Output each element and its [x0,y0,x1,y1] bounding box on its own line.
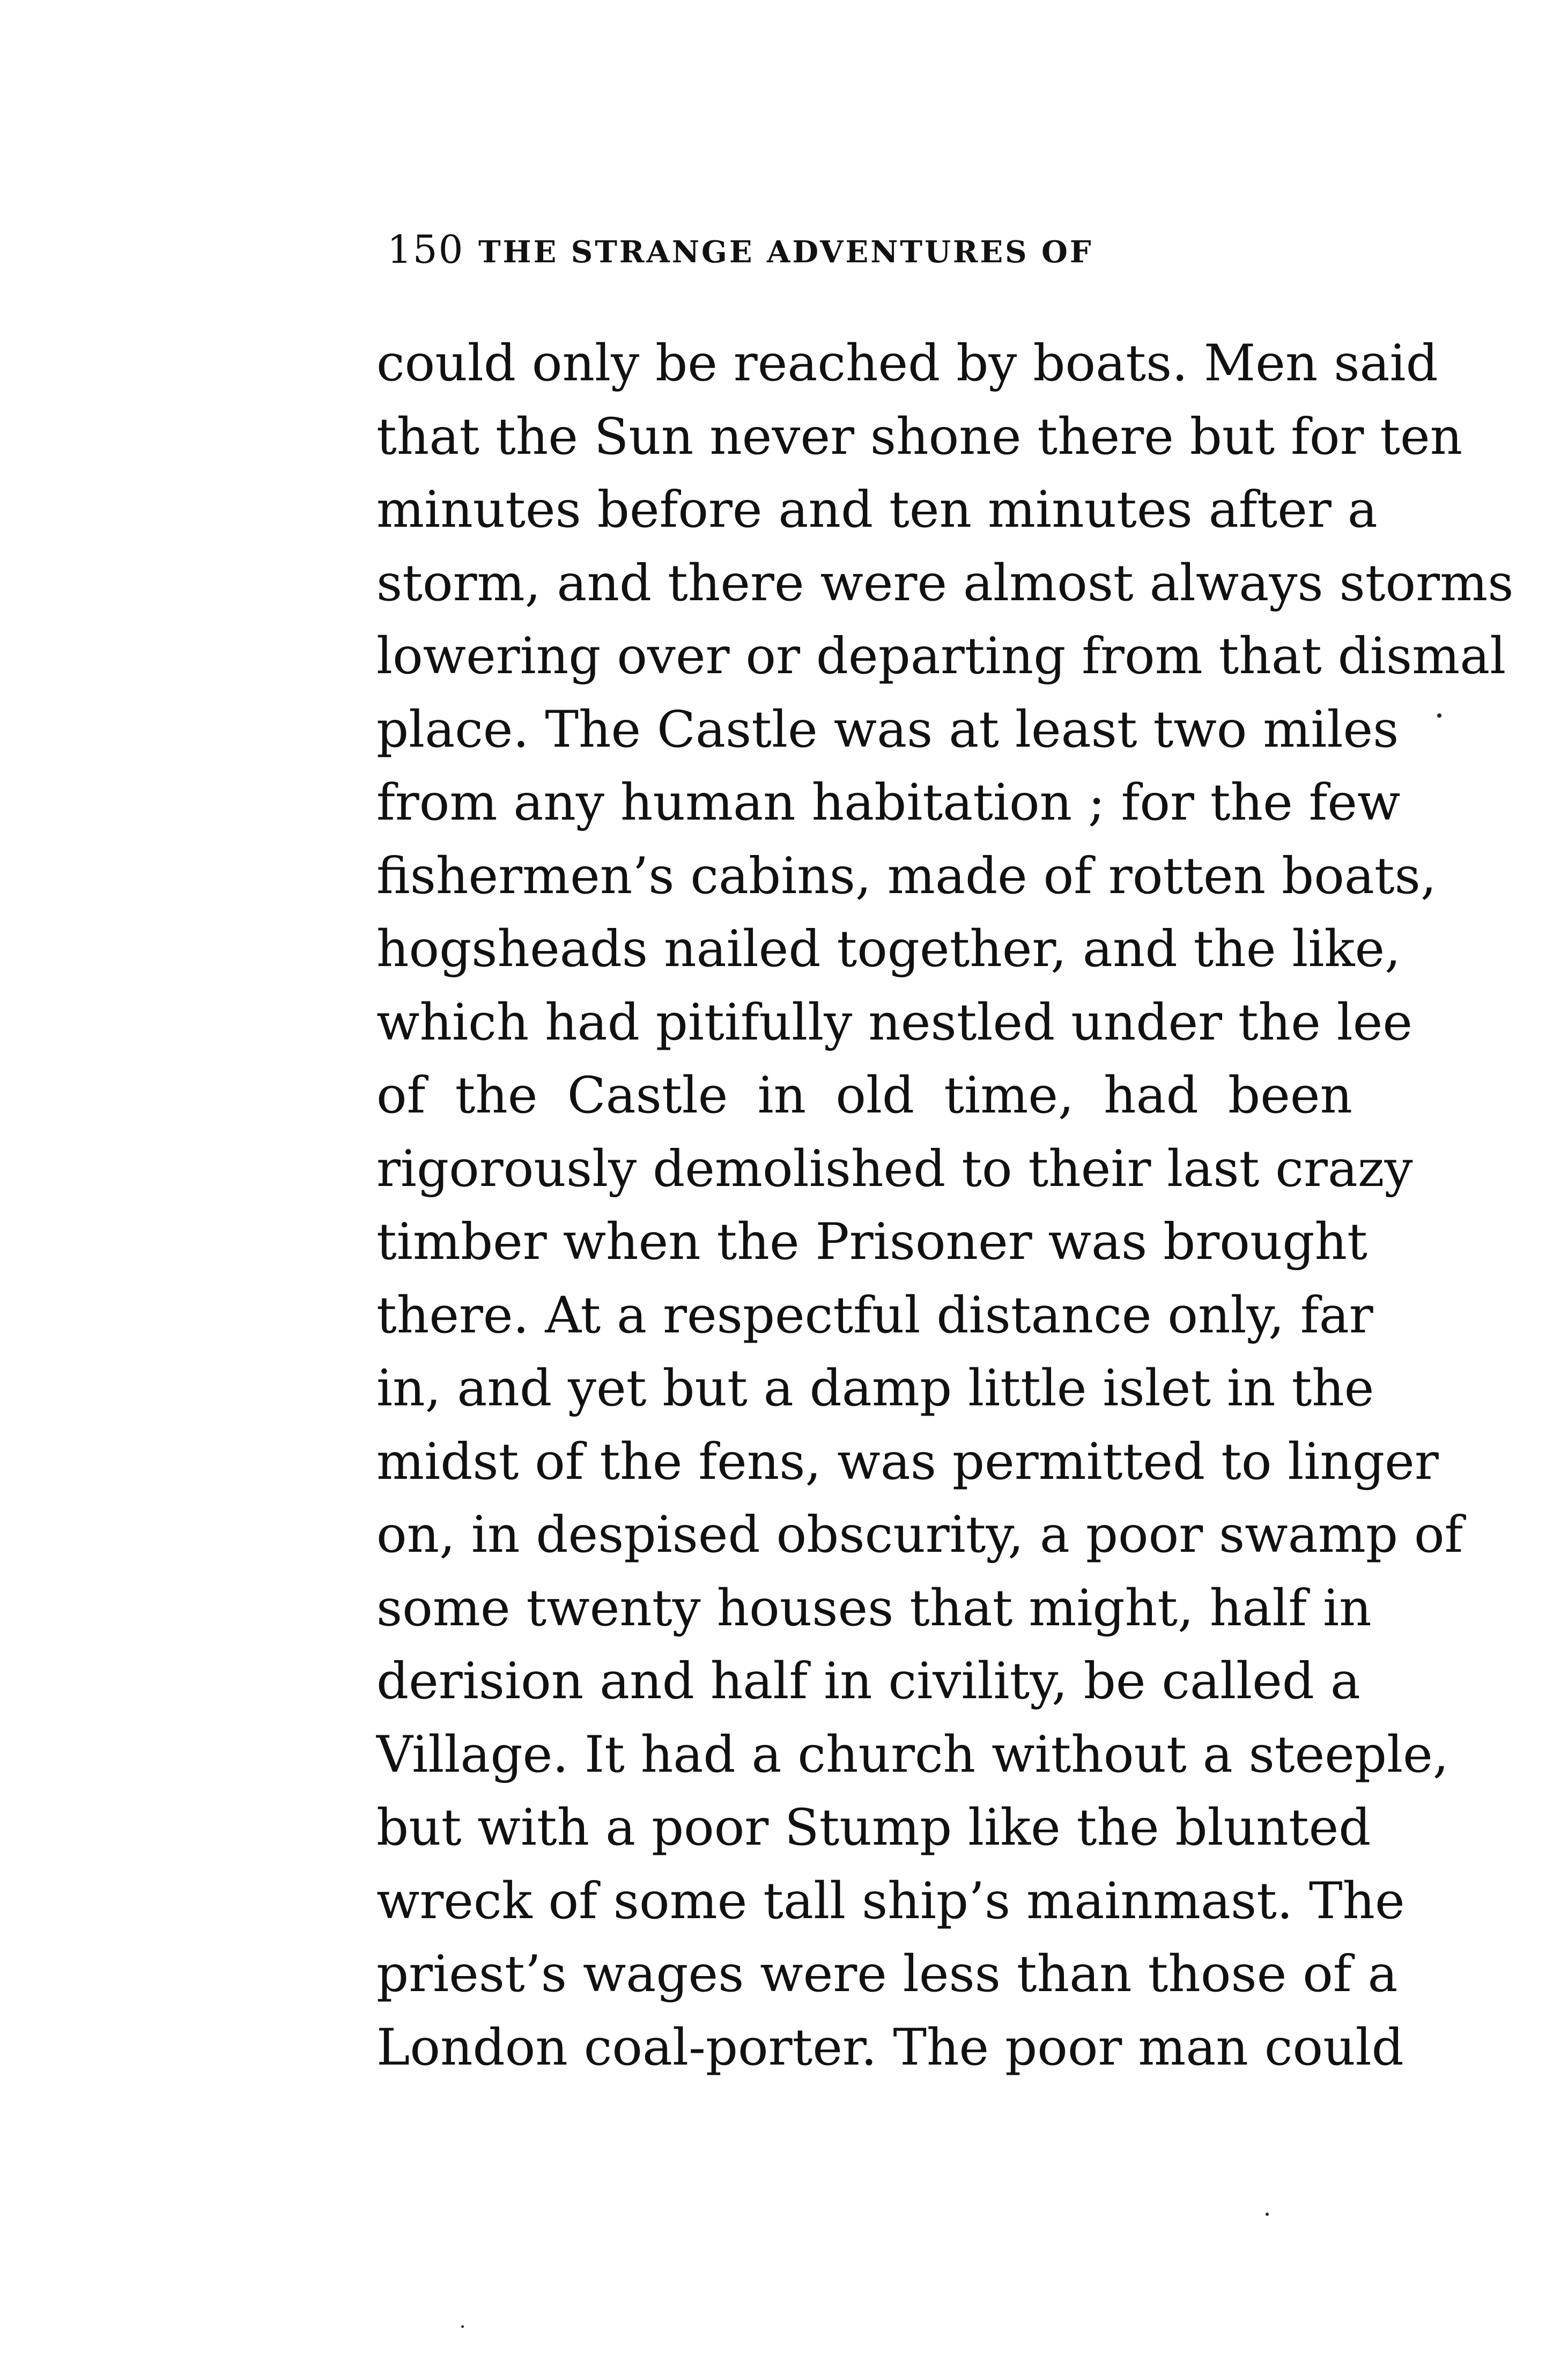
text-line: storm, and there were almost always storms [376,554,1514,613]
text-line: lowering over or departing from that dismal [376,627,1506,686]
text-line: place. The Castle was at least two miles [376,700,1399,759]
running-head: THE STRANGE ADVENTURES OF [478,234,1093,270]
text-line: minutes before and ten minutes after a [376,481,1378,539]
page-header [387,225,1352,274]
print-speck [461,2325,464,2328]
text-line: some twenty houses that might, half in [376,1579,1372,1638]
text-line: hogsheads nailed together, and the like, [376,920,1401,978]
text-line: which had pitifully nestled under the lee [376,993,1413,1052]
page-number: 150 [387,227,464,272]
text-line: that the Sun never shone there but for ten [376,407,1463,466]
text-line: timber when the Prisoner was brought [376,1213,1367,1271]
print-speck [1266,2213,1269,2216]
text-line: wreck of some tall ship’s mainmast. The [376,1871,1405,1930]
text-line: could only be reached by boats. Men said [376,334,1438,393]
text-line: London coal-porter. The poor man could [376,2018,1404,2077]
text-line: from any human habitation ; for the few [376,773,1401,832]
text-line: there. At a respectful distance only, far [376,1286,1373,1345]
text-line: midst of the fens, was permitted to linger [376,1432,1439,1491]
text-line: derision and half in civility, be called a [376,1652,1360,1711]
text-line: Village. It had a church without a steeple, [376,1725,1449,1784]
text-line: of the Castle in old time, had been [376,1066,1352,1125]
text-line: in, and yet but a damp little islet in the [376,1359,1374,1418]
text-line: fishermen’s cabins, made of rotten boats, [376,846,1437,905]
text-line: priest’s wages were less than those of a [376,1945,1398,2003]
text-line: rigorously demolished to their last crazy [376,1139,1413,1198]
text-line: but with a poor Stump like the blunted [376,1799,1371,1857]
text-line: on, in despised obscurity, a poor swamp of [376,1506,1463,1564]
body-text [376,327,1514,2084]
print-speck [1437,713,1441,718]
